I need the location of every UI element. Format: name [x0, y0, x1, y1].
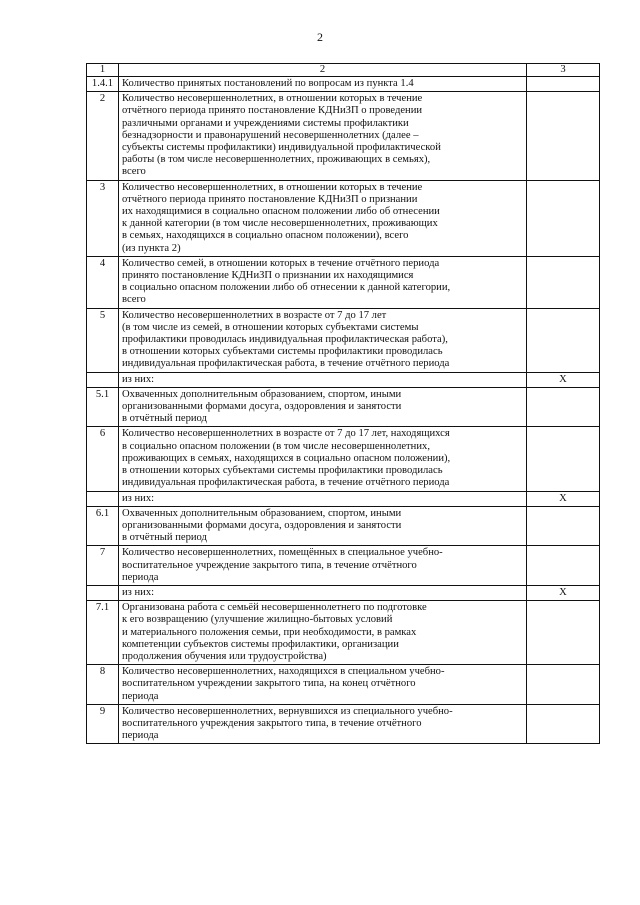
- row-description-cell: Количество несовершеннолетних в возрасте от 7 до 17 лет, находящихся в социально опасном положении (в том числе несовершеннолетних, проживающих в семьях, находящихся в социально опасном положении), в отношении которых субъектами системы профилактики проводилась индивидуальная профилактическая работа, в течение отчётного периода: [119, 427, 527, 491]
- row-number-cell: 6.1: [87, 506, 119, 546]
- row-value-cell: [527, 704, 600, 744]
- row-number-cell: 7.1: [87, 601, 119, 665]
- table-row: [87, 180, 600, 256]
- row-value-cell: [527, 308, 600, 372]
- row-value-cell: [527, 546, 600, 586]
- table-row: [87, 387, 600, 427]
- page-number: 2: [317, 30, 323, 44]
- row-description-cell: из них:: [119, 491, 527, 506]
- report-table: [86, 63, 600, 744]
- row-description-cell: Количество несовершеннолетних, в отношении которых в течение отчётного периода принято постановление КДНиЗП о признании их находящимися в социально опасном положении либо об отнесении к данной категории (в том числе несовершеннолетних, проживающих в семьях, находящихся в социально опасном положении), всего (из пункта 2): [119, 180, 527, 256]
- row-number-cell: [87, 491, 119, 506]
- row-description-cell: Количество несовершеннолетних, в отношении которых в течение отчётного периода принято постановление КДНиЗП о проведении различными органами и учреждениями системы профилактики безнадзорности и правонарушений несовершеннолетних (далее – субъекты системы профилактики) индивидуальной профилактической работы (в том числе несовершеннолетних, проживающих в семьях), всего: [119, 92, 527, 180]
- row-value-cell: [527, 506, 600, 546]
- row-number-cell: 5.1: [87, 387, 119, 427]
- row-number-cell: 9: [87, 704, 119, 744]
- row-description-cell: Организована работа с семьёй несовершеннолетнего по подготовке к его возвращению (улучшение жилищно-бытовых условий и материального положения семьи, при необходимости, в рамках компетенции субъектов системы профилактики, организации продолжения обучения или трудоустройства): [119, 601, 527, 665]
- table-header-row: [87, 64, 600, 77]
- table-row: [87, 491, 600, 506]
- row-number-cell: 8: [87, 665, 119, 705]
- row-number-cell: [87, 585, 119, 600]
- row-value-cell: [527, 92, 600, 180]
- table-row: [87, 308, 600, 372]
- table-row: [87, 546, 600, 586]
- row-number-cell: [87, 372, 119, 387]
- table-row: [87, 585, 600, 600]
- table-row: [87, 506, 600, 546]
- header-cell-1: 1: [87, 64, 119, 77]
- row-value-cell: [527, 180, 600, 256]
- row-description-cell: Количество семей, в отношении которых в течение отчётного периода принято постановление КДНиЗП о признании их находящимися в социально опасном положении либо об отнесении к данной категории, всего: [119, 256, 527, 308]
- row-description-cell: Количество принятых постановлений по вопросам из пункта 1.4: [119, 77, 527, 92]
- row-description-cell: Количество несовершеннолетних, находящихся в специальном учебно- воспитательном учреждении закрытого типа, на конец отчётного периода: [119, 665, 527, 705]
- row-number-cell: 1.4.1: [87, 77, 119, 92]
- header-cell-2: 2: [119, 64, 527, 77]
- row-description-cell: Количество несовершеннолетних в возрасте от 7 до 17 лет (в том числе из семей, в отношении которых субъектами системы профилактики проводилась индивидуальная профилактическая работа), в отношении которых субъектами системы профилактики проводилась индивидуальная профилактическая работа, в течение отчётного периода: [119, 308, 527, 372]
- row-value-cell: [527, 77, 600, 92]
- table-row: [87, 77, 600, 92]
- row-value-cell: X: [527, 585, 600, 600]
- row-number-cell: 7: [87, 546, 119, 586]
- table-row: [87, 92, 600, 180]
- row-value-cell: [527, 665, 600, 705]
- row-value-cell: X: [527, 491, 600, 506]
- row-value-cell: [527, 256, 600, 308]
- table-row: [87, 601, 600, 665]
- row-description-cell: Охваченных дополнительным образованием, спортом, иными организованными формами досуга, оздоровления и занятости в отчётный период: [119, 387, 527, 427]
- table-row: [87, 427, 600, 491]
- table-row: [87, 372, 600, 387]
- row-number-cell: 5: [87, 308, 119, 372]
- row-number-cell: 3: [87, 180, 119, 256]
- table-row: [87, 704, 600, 744]
- header-cell-3: 3: [527, 64, 600, 77]
- row-number-cell: 6: [87, 427, 119, 491]
- row-description-cell: из них:: [119, 372, 527, 387]
- row-description-cell: из них:: [119, 585, 527, 600]
- row-value-cell: X: [527, 372, 600, 387]
- row-value-cell: [527, 601, 600, 665]
- row-value-cell: [527, 387, 600, 427]
- row-description-cell: Охваченных дополнительным образованием, спортом, иными организованными формами досуга, оздоровления и занятости в отчётный период: [119, 506, 527, 546]
- table-row: [87, 256, 600, 308]
- row-number-cell: 2: [87, 92, 119, 180]
- row-number-cell: 4: [87, 256, 119, 308]
- row-description-cell: Количество несовершеннолетних, помещённых в специальное учебно- воспитательное учреждение закрытого типа, в течение отчётного периода: [119, 546, 527, 586]
- row-value-cell: [527, 427, 600, 491]
- row-description-cell: Количество несовершеннолетних, вернувшихся из специального учебно- воспитательного учреждения закрытого типа, в течение отчётного периода: [119, 704, 527, 744]
- table-row: [87, 665, 600, 705]
